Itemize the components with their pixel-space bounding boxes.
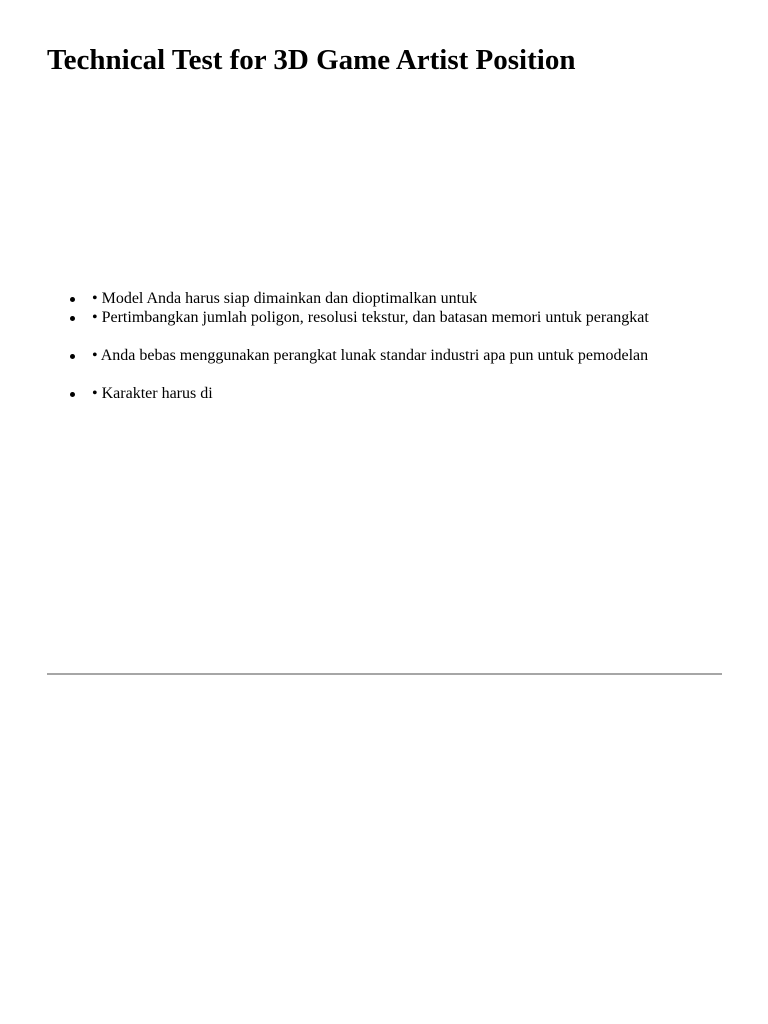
list-item-text: • Karakter harus di — [92, 385, 213, 402]
list-item — [70, 346, 750, 365]
list-item-text: • Pertimbangkan jumlah poligon, resolusi tekstur, dan batasan memori untuk perangkat — [92, 309, 649, 326]
list-item — [70, 308, 750, 327]
list-item — [70, 384, 750, 403]
page-title: Technical Test for 3D Game Artist Position — [47, 44, 576, 76]
list-item-text: • Model Anda harus siap dimainkan dan dioptimalkan untuk — [92, 290, 478, 307]
bullet-icon — [70, 316, 75, 321]
requirements-list — [70, 289, 750, 403]
bullet-icon — [70, 392, 75, 397]
bullet-icon — [70, 354, 75, 359]
section-divider — [47, 673, 722, 675]
bullet-icon — [70, 297, 75, 302]
list-item — [70, 289, 750, 308]
list-item-text: • Anda bebas menggunakan perangkat lunak standar industri apa pun untuk pemodelan — [92, 347, 649, 364]
